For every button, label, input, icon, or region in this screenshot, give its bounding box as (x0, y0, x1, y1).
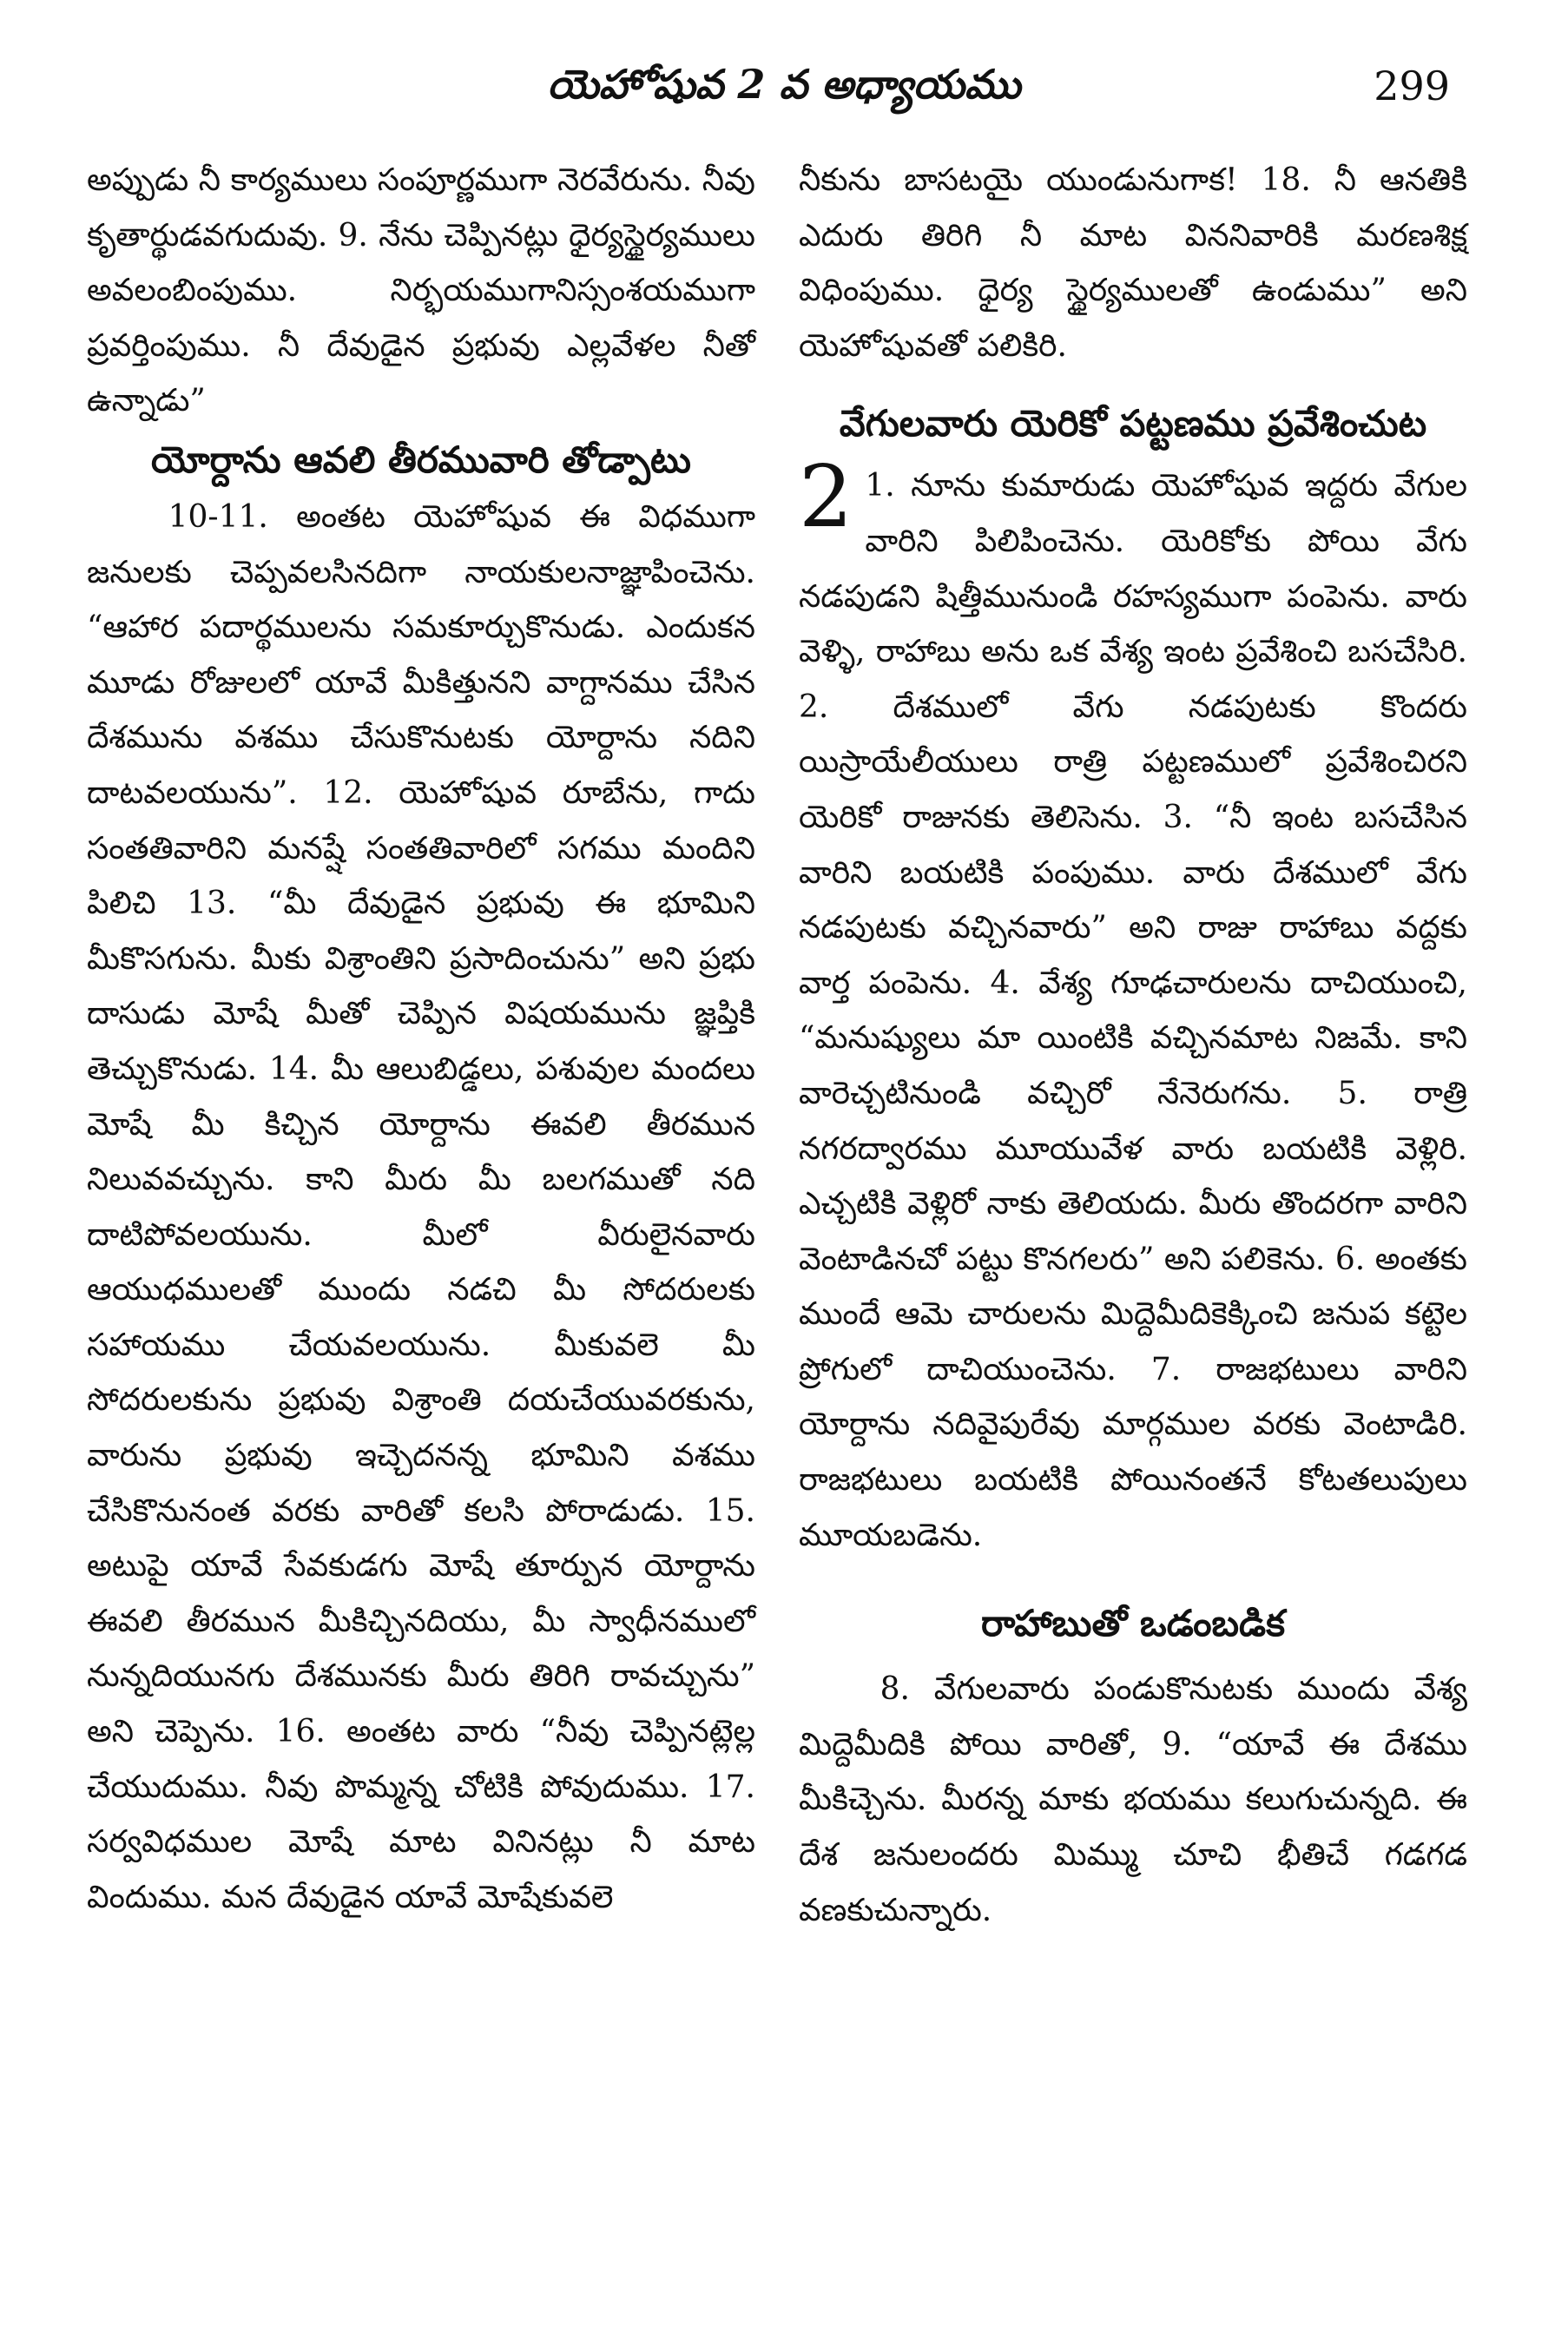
section-heading: రాహాబుతో ఒడంబడిక (980, 1602, 1286, 1645)
paragraph: 8. వేగులవారు పండుకొనుటకు ముందు వేశ్య మిద్దెమీదికి పోయి వారితో, 9. “యావే ఈ దేశము మీకిచ్చెను. మీరన్న మాకు భయము కలుగుచున్నది. ఈ దేశ జనులందరు మిమ్ము చూచి భీతిచే గడగడ వణకుచున్నారు. (799, 1671, 1467, 1928)
right-column (799, 153, 1467, 1938)
chapter-paragraph (799, 448, 1467, 1563)
paragraph-text: 1. నూను కుమారుడు యెహోషువ ఇద్దరు వేగుల వారిని పిలిపించెను. యెరికోకు పోయి వేగు నడపుడని షిత్తీమునుండి రహస్యముగా పంపెను. వారు వెళ్ళి, రాహాబు అను ఒక వేశ్య ఇంట ప్రవేశించి బసచేసిరి. 2. దేశములో వేగు నడపుటకు కొందరు యిస్రాయేలీయులు రాత్రి పట్టణములో ప్రవేశించిరని యెరికో రాజునకు తెలిసెను. 3. “నీ ఇంట బసచేసిన వారిని బయటికి పంపుము. వారు దేశములో వేగు నడపుటకు వచ్చినవారు” అని రాజు రాహాబు వద్దకు వార్త పంపెను. 4. వేశ్య గూఢచారులను దాచియుంచి, “మనుష్యులు మా యింటికి వచ్చినమాట నిజమే. కాని వారెచ్చటినుండి వచ్చిరో నేనెరుగను. 5. రాత్రి నగరద్వారము మూయువేళ వారు బయటికి వెళ్లిరి. ఎచ్చటికి వెళ్లిరో నాకు తెలియదు. మీరు తొందరగా వారిని వెంటాడినచో పట్టు కొనగలరు” అని పలికెను. 6. అంతకు ముందే ఆమె చారులను మిద్దెమీదికెక్కించి జనుప కట్టెల ప్రోగులో దాచియుంచెను. 7. రాజభటులు వారిని యోర్దాను నదివైపురేవు మార్గముల వరకు వెంటాడిరి. రాజభటులు బయటికి పోయినంతనే కోటతలుపులు మూయబడెను. (799, 468, 1467, 1553)
section-heading: వేగులవారు యెరికో పట్టణము ప్రవేశించుట (839, 402, 1427, 445)
paragraph: 10-11. అంతట యెహోషువ ఈ విధముగా జనులకు చెప్పవలసినదిగా నాయకులనాజ్ఞాపించెను. “ఆహార పదార్థములను సమకూర్చుకొనుడు. ఎందుకన మూడు రోజులలో యావే మీకిత్తునని వాగ్దానము చేసిన దేశమును వశము చేసుకొనుటకు యోర్దాను నదిని దాటవలయును”. 12. యెహోషువ రూబేను, గాదు సంతతివారిని మనష్షే సంతతివారిలో సగము మందిని పిలిచి 13. “మీ దేవుడైన ప్రభువు ఈ భూమిని మీకొసగును. మీకు విశ్రాంతిని ప్రసాదించును” అని ప్రభు దాసుడు మోషే మీతో చెప్పిన విషయమును జ్ఞప్తికి తెచ్చుకొనుడు. 14. మీ ఆలుబిడ్డలు, పశువుల మందలు మోషే మీ కిచ్చిన యోర్దాను ఈవలి తీరమున నిలువవచ్చును. కాని మీరు మీ బలగముతో నది దాటిపోవలయును. మీలో వీరులైనవారు ఆయుధములతో ముందు నడచి మీ సోదరులకు సహాయము చేయవలయును. మీకువలె మీ సోదరులకును ప్రభువు విశ్రాంతి దయచేయువరకును, వారును ప్రభువు ఇచ్చెదనన్న భూమిని వశము చేసికొనునంత వరకు వారితో కలసి పోరాడుడు. 15. అటుపై యావే సేవకుడగు మోషే తూర్పున యోర్దాను ఈవలి తీరమున మీకిచ్చినదియు, మీ స్వాధీనములో నున్నదియునగు దేశమునకు మీరు తిరిగి రావచ్చును” అని చెప్పెను. 16. అంతట వారు “నీవు చెప్పినట్లెల్ల చేయుదుము. నీవు పొమ్మన్న చోటికి పోవుదుము. 17. సర్వవిధముల మోషే మాట వినినట్లు నీ మాట విందుము. మన దేవుడైన యావే మోషేకువలె (87, 498, 755, 1915)
chapter-number: 2 (799, 448, 853, 548)
paragraph: నీకును బాసటయై యుండునుగాక! 18. నీ ఆనతికి ఎదురు తిరిగి నీ మాట విననివారికి మరణశిక్ష విధింపుము. ధైర్య స్థైర్యములతో ఉండుము” అని యెహోషువతో పలికిరి. (799, 162, 1467, 364)
paragraph: అప్పుడు నీ కార్యములు సంపూర్ణముగా నెరవేరును. నీవు కృతార్థుడవగుదువు. 9. నేను చెప్పినట్లు ధైర్యస్థైర్యములు అవలంబింపుము. నిర్భయముగానిస్సంశయముగా ప్రవర్తింపుము. నీ దేవుడైన ప్రభువు ఎల్లవేళల నీతో ఉన్నాడు” (87, 162, 755, 419)
running-header-title: యెహోషువ 2 వ అధ్యాయము (547, 61, 1021, 108)
section-heading: యోర్దాను ఆవలి తీరమువారి తోడ్పాటు (151, 438, 691, 481)
page-number: 299 (1374, 63, 1450, 109)
left-column (87, 153, 755, 1925)
